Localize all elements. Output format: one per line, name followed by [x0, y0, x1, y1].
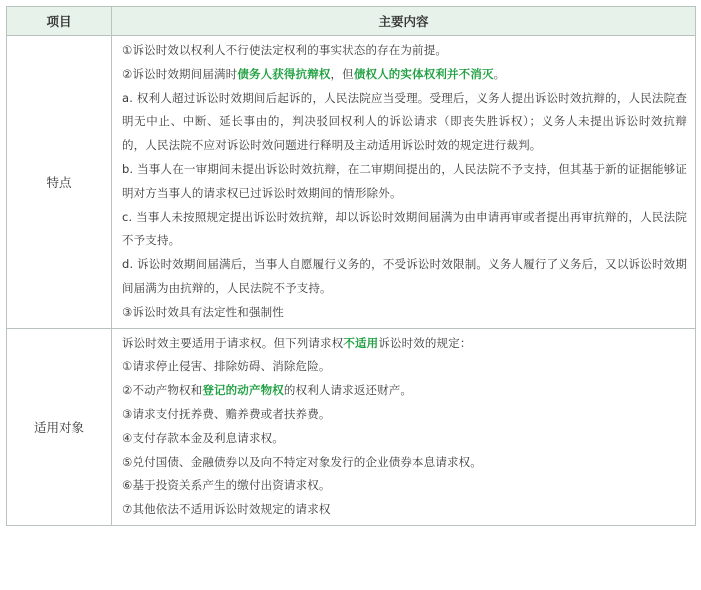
scope-item-7: ⑦其他依法不适用诉讼时效规定的请求权 [122, 502, 331, 517]
scope-item-2-text: ②不动产物权和 [122, 383, 203, 398]
table-header-row [7, 7, 696, 36]
feature-point-3: ③诉讼时效具有法定性和强制性 [122, 304, 284, 319]
highlight-debtor-defense: 债务人获得抗辩权 [237, 66, 331, 81]
content-table-wrapper [6, 6, 696, 526]
table-row-scope [7, 328, 696, 525]
content-table [6, 6, 696, 526]
scope-item-6: ⑥基于投资关系产生的缴付出资请求权。 [122, 478, 331, 493]
header-main-content: 主要内容 [112, 7, 696, 36]
highlight-registered-movable: 登记的动产物权 [202, 383, 284, 398]
row-label-scope: 适用对象 [7, 328, 112, 525]
table-row-features [7, 36, 696, 329]
scope-item-5: ⑤兑付国债、金融债券以及向不特定对象发行的企业债券本息请求权。 [122, 454, 482, 469]
scope-intro-text: 诉讼时效的规定： [378, 335, 472, 350]
highlight-creditor-right: 债权人的实体权利并不消灭 [353, 66, 494, 81]
feature-sub-b: b. 当事人在一审期间未提出诉讼时效抗辩，在二审期间提出的，人民法院不予支持，但其基于新的证据能够证明对方当事人的请求权已过诉讼时效期间的情形除外。 [122, 161, 687, 200]
highlight-not-applicable: 不适用 [343, 335, 379, 350]
feature-point-2-text: ，但 [330, 66, 354, 81]
header-item: 项目 [7, 7, 112, 36]
scope-item-2-text: 的权利人请求返还财产。 [283, 383, 413, 398]
scope-item-1: ①请求停止侵害、排除妨碍、消除危险。 [122, 359, 331, 374]
scope-item-3: ③请求支付抚养费、赡养费或者扶养费。 [122, 406, 331, 421]
feature-sub-a: a. 权利人超过诉讼时效期间后起诉的，人民法院应当受理。受理后，义务人提出诉讼时效抗辩的，人民法院查明无中止、中断、延长事由的，判决驳回权利人的诉讼请求（即丧失胜诉权）；义务人未提出诉讼时效抗辩的，人民法院不应对诉讼时效问题进行释明及主动适用诉讼时效的规定进行裁判。 [122, 90, 687, 153]
scope-content [112, 328, 696, 525]
scope-item-4: ④支付存款本金及利息请求权。 [122, 430, 284, 445]
scope-item-2 [122, 379, 687, 403]
feature-point-2-text: 。 [493, 66, 506, 81]
scope-intro [122, 332, 687, 356]
feature-point-2 [122, 63, 687, 87]
feature-sub-d: d. 诉讼时效期间届满后，当事人自愿履行义务的，不受诉讼时效限制。义务人履行了义务后，又以诉讼时效期间届满为由抗辩的，人民法院不予支持。 [122, 257, 687, 295]
feature-point-1: ①诉讼时效以权利人不行使法定权利的事实状态的存在为前提。 [122, 43, 448, 57]
feature-point-2-text: ②诉讼时效期间届满时 [122, 66, 238, 81]
scope-intro-text: 诉讼时效主要适用于请求权。但下列请求权 [122, 335, 344, 350]
row-label-features: 特点 [7, 36, 112, 329]
features-content [112, 36, 696, 329]
feature-sub-c: c. 当事人未按照规定提出诉讼时效抗辩，却以诉讼时效期间届满为由申请再审或者提出再审抗辩的，人民法院不予支持。 [122, 209, 687, 248]
